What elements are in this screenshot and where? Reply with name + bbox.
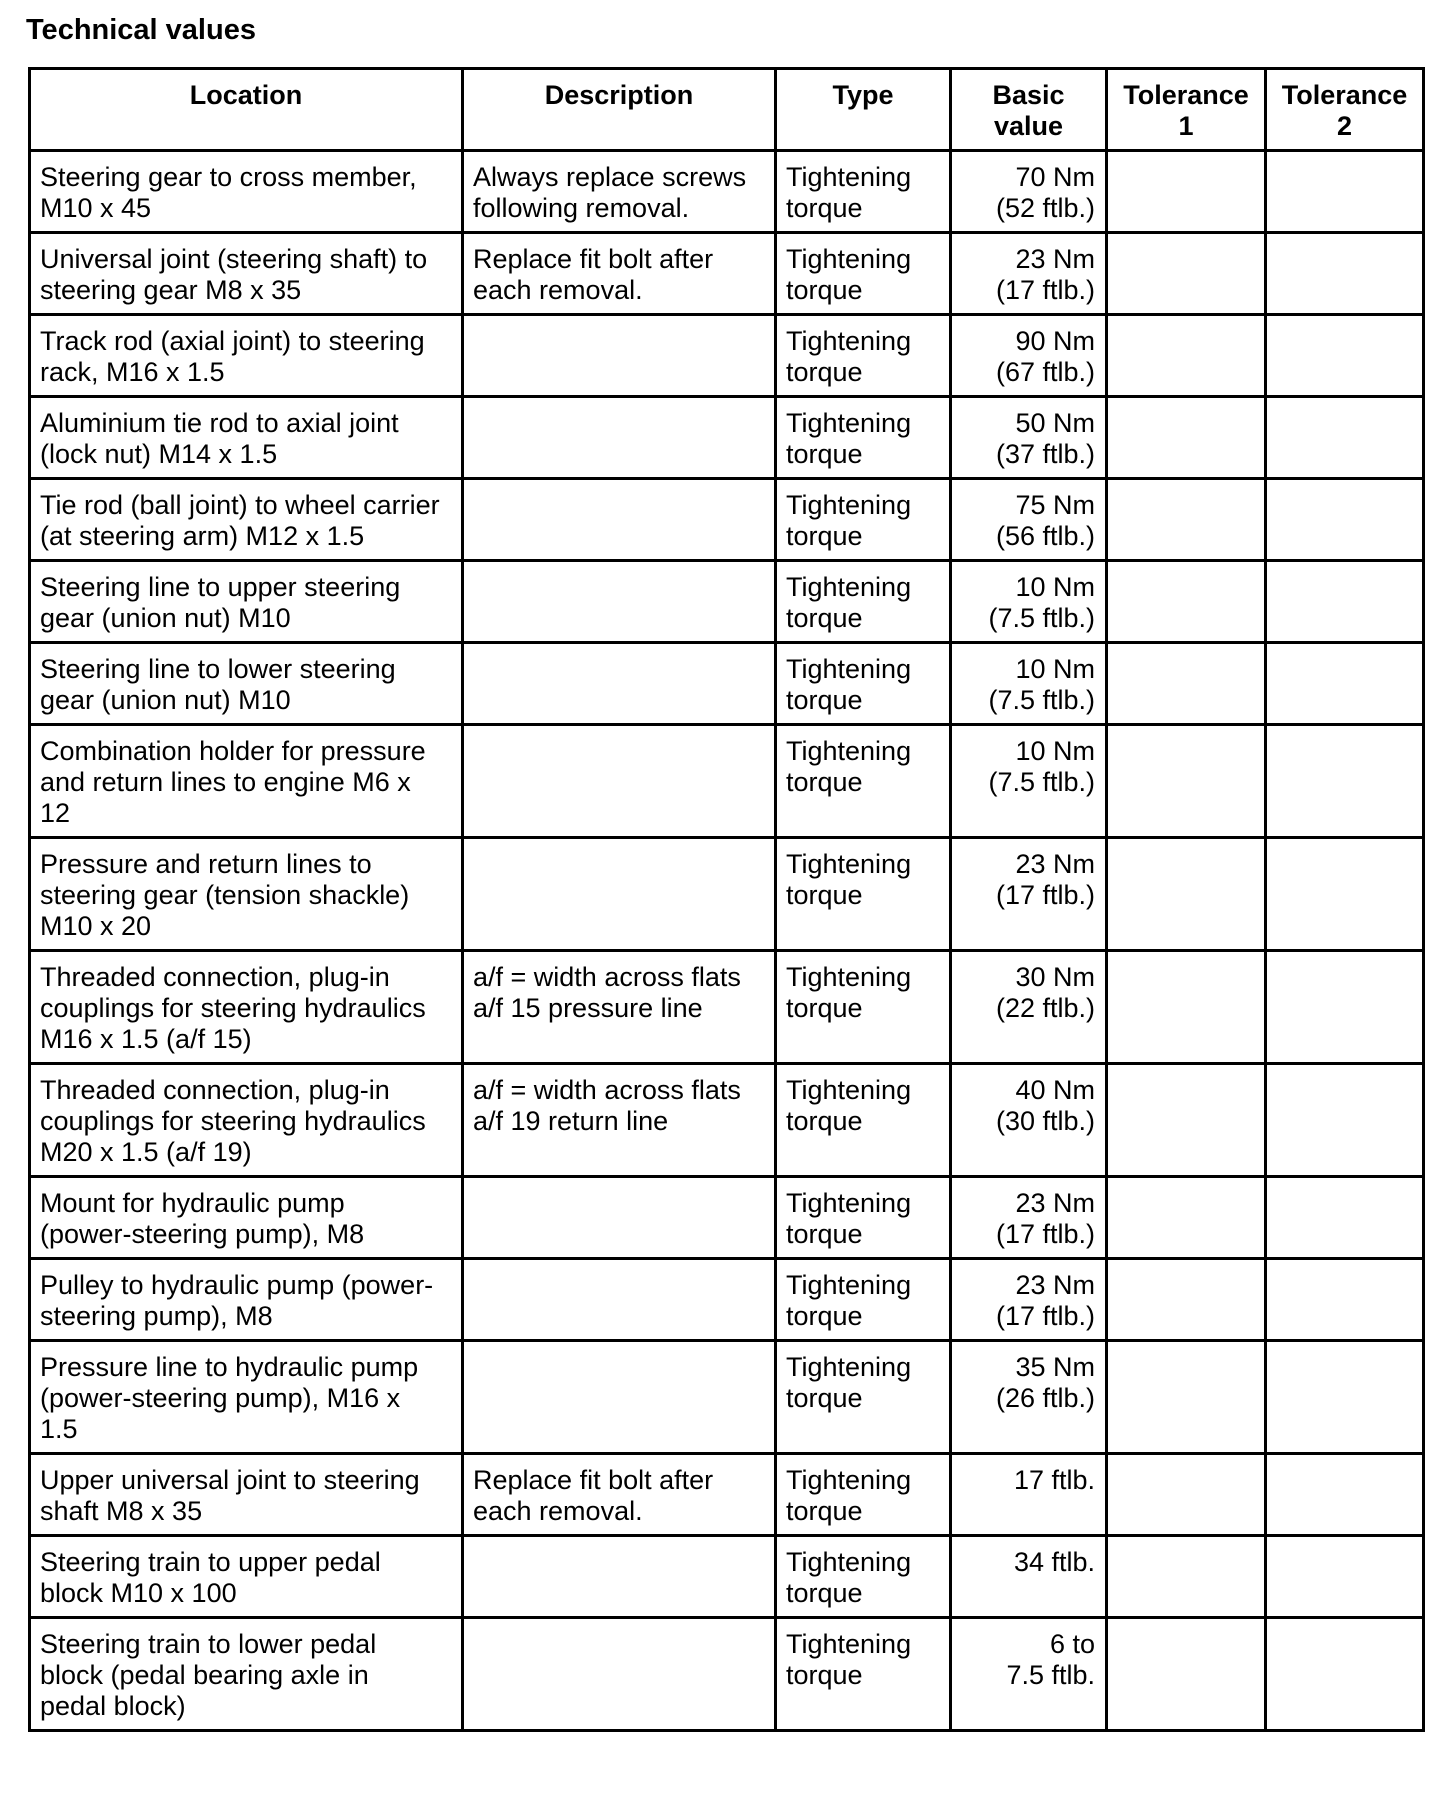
cell-type: Tightening torque [776,397,951,479]
cell-tolerance-1 [1107,233,1266,315]
cell-location: Aluminium tie rod to axial joint (lock nut) M14 x 1.5 [30,397,463,479]
cell-type: Tightening torque [776,151,951,233]
cell-tolerance-2 [1266,151,1424,233]
cell-type: Tightening torque [776,1536,951,1618]
cell-description: Always replace screws following removal. [463,151,776,233]
cell-description: a/f = width across flats a/f 19 return line [463,1064,776,1177]
cell-location: Universal joint (steering shaft) to steering gear M8 x 35 [30,233,463,315]
table-row [30,1177,1424,1259]
cell-description [463,1536,776,1618]
cell-location: Threaded connection, plug-in couplings for steering hydraulics M16 x 1.5 (a/f 15) [30,951,463,1064]
header-tolerance-2: Tolerance 2 [1266,69,1424,151]
cell-description [463,397,776,479]
table-row [30,479,1424,561]
table-row [30,1259,1424,1341]
table-row [30,1341,1424,1454]
table-row [30,1454,1424,1536]
cell-basic-value: 40 Nm (30 ftlb.) [951,1064,1107,1177]
cell-basic-value: 50 Nm (37 ftlb.) [951,397,1107,479]
cell-basic-value: 17 ftlb. [951,1454,1107,1536]
cell-location: Threaded connection, plug-in couplings for steering hydraulics M20 x 1.5 (a/f 19) [30,1064,463,1177]
cell-location: Tie rod (ball joint) to wheel carrier (at steering arm) M12 x 1.5 [30,479,463,561]
cell-type: Tightening torque [776,838,951,951]
cell-description: Replace fit bolt after each removal. [463,233,776,315]
cell-description [463,1618,776,1731]
table-row [30,1536,1424,1618]
cell-location: Steering train to upper pedal block M10 x 100 [30,1536,463,1618]
table-body [30,151,1424,1731]
cell-tolerance-1 [1107,1536,1266,1618]
table-header [30,69,1424,151]
cell-tolerance-2 [1266,838,1424,951]
cell-location: Pulley to hydraulic pump (power- steering pump), M8 [30,1259,463,1341]
table-row [30,561,1424,643]
cell-type: Tightening torque [776,1454,951,1536]
cell-tolerance-2 [1266,479,1424,561]
cell-tolerance-1 [1107,1177,1266,1259]
table-row [30,725,1424,838]
table-row [30,951,1424,1064]
cell-tolerance-2 [1266,397,1424,479]
cell-type: Tightening torque [776,725,951,838]
cell-type: Tightening torque [776,1259,951,1341]
cell-tolerance-1 [1107,643,1266,725]
cell-description: a/f = width across flats a/f 15 pressure line [463,951,776,1064]
table-row [30,1064,1424,1177]
cell-tolerance-2 [1266,1618,1424,1731]
cell-tolerance-2 [1266,1536,1424,1618]
cell-tolerance-1 [1107,397,1266,479]
header-type: Type [776,69,951,151]
cell-basic-value: 90 Nm (67 ftlb.) [951,315,1107,397]
cell-tolerance-2 [1266,725,1424,838]
cell-basic-value: 30 Nm (22 ftlb.) [951,951,1107,1064]
cell-tolerance-1 [1107,1454,1266,1536]
cell-tolerance-1 [1107,1064,1266,1177]
cell-location: Steering line to lower steering gear (union nut) M10 [30,643,463,725]
cell-basic-value: 23 Nm (17 ftlb.) [951,1259,1107,1341]
cell-tolerance-1 [1107,951,1266,1064]
table-row [30,1618,1424,1731]
cell-type: Tightening torque [776,1064,951,1177]
cell-tolerance-2 [1266,1341,1424,1454]
header-location: Location [30,69,463,151]
cell-location: Combination holder for pressure and return lines to engine M6 x 12 [30,725,463,838]
cell-type: Tightening torque [776,1618,951,1731]
header-basic-value: Basic value [951,69,1107,151]
cell-type: Tightening torque [776,315,951,397]
cell-tolerance-2 [1266,1064,1424,1177]
cell-location: Steering gear to cross member, M10 x 45 [30,151,463,233]
cell-description [463,1259,776,1341]
cell-description [463,479,776,561]
table-row [30,838,1424,951]
cell-tolerance-1 [1107,561,1266,643]
cell-location: Pressure line to hydraulic pump (power-steering pump), M16 x 1.5 [30,1341,463,1454]
table-row [30,233,1424,315]
cell-tolerance-1 [1107,479,1266,561]
cell-basic-value: 23 Nm (17 ftlb.) [951,838,1107,951]
table-row [30,397,1424,479]
cell-description [463,315,776,397]
cell-basic-value: 23 Nm (17 ftlb.) [951,233,1107,315]
cell-tolerance-2 [1266,643,1424,725]
cell-tolerance-1 [1107,1259,1266,1341]
cell-tolerance-2 [1266,561,1424,643]
cell-type: Tightening torque [776,233,951,315]
cell-basic-value: 70 Nm (52 ftlb.) [951,151,1107,233]
technical-values-table [28,67,1425,1732]
cell-description [463,725,776,838]
cell-description [463,643,776,725]
cell-tolerance-2 [1266,1177,1424,1259]
cell-basic-value: 6 to 7.5 ftlb. [951,1618,1107,1731]
cell-description [463,838,776,951]
cell-description [463,561,776,643]
cell-description: Replace fit bolt after each removal. [463,1454,776,1536]
cell-location: Steering train to lower pedal block (pedal bearing axle in pedal block) [30,1618,463,1731]
cell-tolerance-1 [1107,315,1266,397]
cell-type: Tightening torque [776,951,951,1064]
cell-location: Track rod (axial joint) to steering rack, M16 x 1.5 [30,315,463,397]
cell-type: Tightening torque [776,561,951,643]
cell-location: Mount for hydraulic pump (power-steering pump), M8 [30,1177,463,1259]
cell-basic-value: 10 Nm (7.5 ftlb.) [951,561,1107,643]
cell-tolerance-1 [1107,1341,1266,1454]
cell-tolerance-1 [1107,838,1266,951]
cell-location: Steering line to upper steering gear (union nut) M10 [30,561,463,643]
cell-tolerance-2 [1266,1454,1424,1536]
cell-tolerance-1 [1107,151,1266,233]
cell-tolerance-2 [1266,315,1424,397]
cell-type: Tightening torque [776,479,951,561]
cell-basic-value: 35 Nm (26 ftlb.) [951,1341,1107,1454]
header-row [30,69,1424,151]
cell-tolerance-2 [1266,1259,1424,1341]
cell-description [463,1341,776,1454]
cell-basic-value: 10 Nm (7.5 ftlb.) [951,643,1107,725]
cell-type: Tightening torque [776,1177,951,1259]
cell-type: Tightening torque [776,1341,951,1454]
cell-basic-value: 23 Nm (17 ftlb.) [951,1177,1107,1259]
cell-basic-value: 75 Nm (56 ftlb.) [951,479,1107,561]
header-tolerance-1: Tolerance 1 [1107,69,1266,151]
header-description: Description [463,69,776,151]
cell-description [463,1177,776,1259]
table-row [30,315,1424,397]
cell-basic-value: 10 Nm (7.5 ftlb.) [951,725,1107,838]
cell-type: Tightening torque [776,643,951,725]
table-row [30,643,1424,725]
page-title: Technical values [26,14,256,46]
cell-tolerance-1 [1107,725,1266,838]
cell-location: Pressure and return lines to steering gear (tension shackle) M10 x 20 [30,838,463,951]
cell-tolerance-2 [1266,233,1424,315]
cell-tolerance-2 [1266,951,1424,1064]
table-row [30,151,1424,233]
cell-tolerance-1 [1107,1618,1266,1731]
cell-basic-value: 34 ftlb. [951,1536,1107,1618]
cell-location: Upper universal joint to steering shaft M8 x 35 [30,1454,463,1536]
